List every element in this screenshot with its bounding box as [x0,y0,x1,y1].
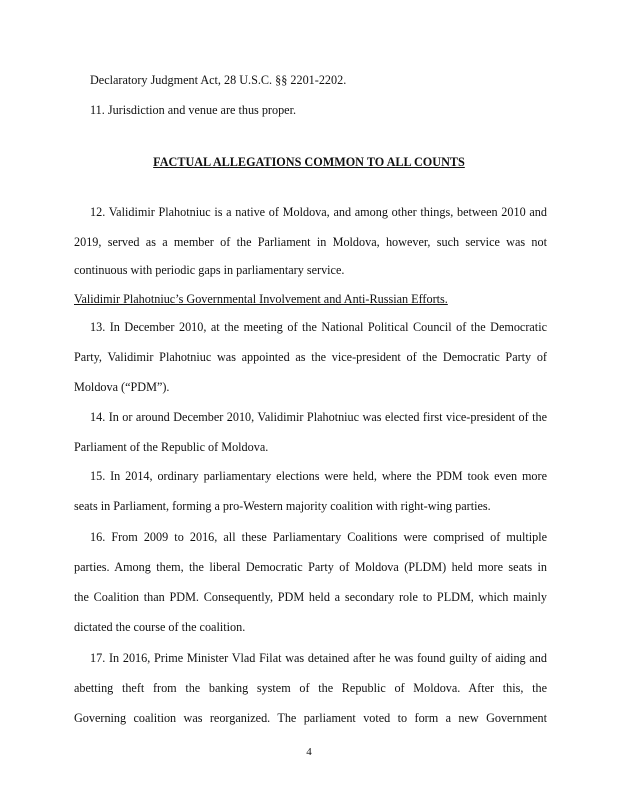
subsection-heading: Validimir Plahotniuc’s Governmental Involvement and Anti-Russian Efforts. [74,292,448,306]
text-line: 14. In or around December 2010, Validimir Plahotniuc was elected first vice-president of the [90,410,547,424]
text-line: 11. Jurisdiction and venue are thus proper. [90,103,297,117]
section-heading: FACTUAL ALLEGATIONS COMMON TO ALL COUNTS [153,155,465,169]
text-line: 15. In 2014, ordinary parliamentary elections were held, where the PDM took even more [90,469,547,483]
text-line: parties. Among them, the liberal Democratic Party of Moldova (PLDM) held more seats in [74,560,547,574]
text-line: 17. In 2016, Prime Minister Vlad Filat was detained after he was found guilty of aiding and [90,651,547,665]
text-line: Parliament of the Republic of Moldova. [74,440,269,454]
page-number: 4 [306,746,312,758]
text-line: abetting theft from the banking system of the Republic of Moldova. After this, the [74,681,547,695]
text-line: 13. In December 2010, at the meeting of the National Political Council of the Democratic [90,320,547,334]
text-line: dictated the course of the coalition. [74,620,246,634]
text-line: Declaratory Judgment Act, 28 U.S.C. §§ 2201-2202. [90,73,347,87]
text-line: the Coalition than PDM. Consequently, PDM held a secondary role to PLDM, which mainly [74,590,547,604]
text-line: Governing coalition was reorganized. The parliament voted to form a new Government [74,711,547,725]
text-line: Moldova (“PDM”). [74,380,170,394]
text-line: seats in Parliament, forming a pro-Western majority coalition with right-wing parties. [74,499,491,513]
text-line: 16. From 2009 to 2016, all these Parliamentary Coalitions were comprised of multiple [90,530,547,544]
text-line: continuous with periodic gaps in parliamentary service. [74,263,345,277]
text-line: Party, Validimir Plahotniuc was appointed as the vice-president of the Democratic Party of [74,350,547,364]
text-line: 2019, served as a member of the Parliament in Moldova, however, such service was not [74,235,547,249]
text-line: 12. Validimir Plahotniuc is a native of Moldova, and among other things, between 2010 and [90,205,547,219]
